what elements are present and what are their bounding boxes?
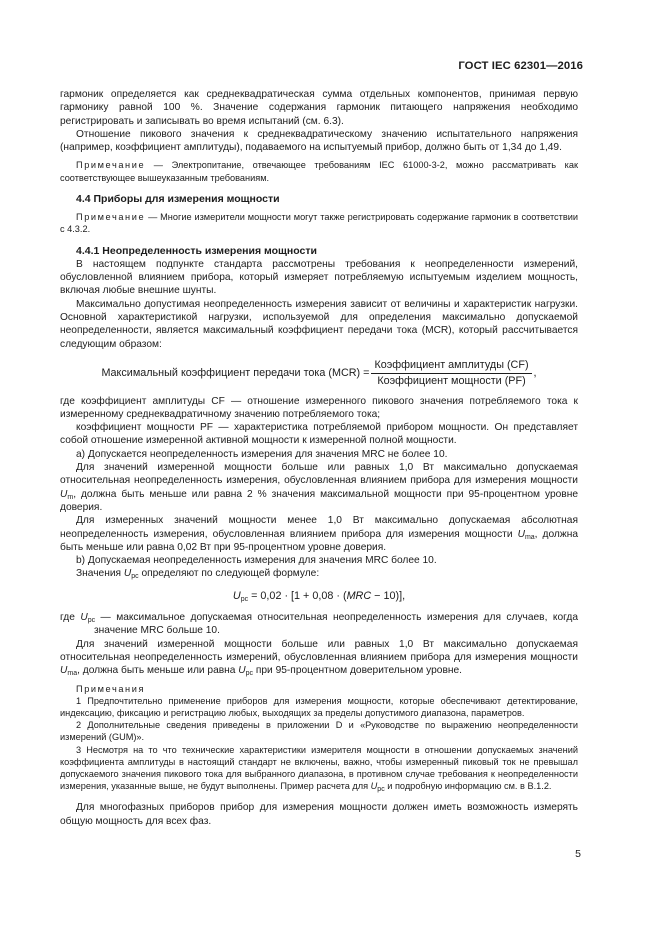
symbol-u: U (370, 781, 378, 792)
formula-mrc: MRC (346, 589, 372, 602)
symbol-u: U (60, 488, 68, 500)
text: где (60, 612, 81, 624)
note-label: Примечание (76, 160, 146, 171)
text: , должна быть меньше или равна 0,02 Вт при 95-процентном уровне доверия. (60, 528, 578, 553)
note (60, 211, 578, 235)
paragraph: где коэффициент амплитуды CF — отношение измеренного пикового значения потребляемого тока к измеренному среднеквадратичному значению потребляемого тока; (60, 395, 578, 420)
text: , должна быть меньше или равна (77, 665, 239, 677)
note-label: Примечание (76, 212, 146, 223)
formula-rhs-end: − 10)], (371, 589, 406, 602)
formula-denominator: Коэффициент мощности (PF) (377, 375, 526, 388)
text: Для значений измеренной мощности больше или равных 1,0 Вт максимально допускаемая относительная неопределенность измерения, обусловленная влиянием прибора для измерения мощности (60, 462, 578, 487)
paragraph: гармоник определяется как среднеквадратическая сумма отдельных компонентов, принимая первую гармонику равной 100 %. Значение содержания гармоник питающего напряжения необходимо регистрировать и записывать во время испытаний (см. 6.3). (60, 89, 578, 127)
mcr-formula (60, 359, 578, 389)
paragraph: Максимально допустимая неопределенность измерения зависит от величины и характеристик нагрузки. Основной характеристикой нагрузки, используемой для определения максимально допускаемой неопределенности, является максимальный коэффициент передачи тока (MCR), который рассчитывается следующим образом: (60, 298, 578, 350)
note-item: 1 Предпочтительно применение приборов для измерения мощности, которые обеспечивают детектирование, индексацию, фиксацию и регистрацию любых, выходящих за пределы допустимого диапазона, параметров. (60, 695, 578, 718)
symbol-u: U (238, 665, 246, 677)
standard-id: ГОСТ IEC 62301—2016 (458, 60, 583, 72)
page-number: 5 (575, 848, 581, 860)
note (60, 159, 578, 183)
text: Для измеренных значений мощности менее 1,0 Вт максимально допускаемая абсолютная неопределенность измерения, обусловленная влиянием прибора для измерения мощности (60, 515, 578, 540)
paragraph (60, 611, 578, 638)
paragraph: Для многофазных приборов прибор для измерения мощности должен иметь возможность измерять общую мощность для всех фаз. (60, 802, 578, 827)
text: , должна быть меньше или равна 2 % значения максимальной мощности при 95-процентном уровне доверия. (60, 488, 578, 513)
formula-fraction (371, 359, 531, 389)
text: — максимальное допускаемая относительная неопределенность измерения для случаев, когда значение MRC больше 10. (94, 612, 578, 637)
symbol-sub: ma (67, 670, 78, 678)
symbol-sub: pc (131, 573, 139, 581)
text: Для значений измеренной мощности больше или равных 1,0 Вт максимально допускаемая относительная неопределенность измерений, обусловленная влиянием прибора для измерения мощности (60, 638, 578, 663)
formula-numerator: Коэффициент амплитуды (CF) (371, 359, 531, 374)
paragraph (60, 461, 578, 514)
formula-sub: pc (240, 595, 249, 603)
formula-lhs: Максимальный коэффициент передачи тока (MCR) = (101, 367, 370, 380)
text: определяют по следующей формуле: (138, 568, 320, 580)
text: 3 Несмотря на то что технические характеристики измерителя мощности в отношении допускаемых значений коэффициента амплитуды в настоящий стандарт не включены, важно, чтобы измеренный пиковый ток не превышал допускаемого значения пикового тока для выбранного диапазона, в противном случае требования к неопределенности измерения, указанные выше, не будут выполнены. Пример расчета для (60, 744, 578, 792)
symbol-sub: pc (87, 617, 96, 625)
text: Значения (76, 568, 124, 580)
paragraph (60, 514, 578, 554)
formula-rhs: = 0,02 · [1 + 0,08 · ( (248, 589, 347, 602)
symbol-sub: pc (245, 670, 254, 678)
note-item: 2 Дополнительные сведения приведены в приложении D и «Руководстве по выражению неопределенности измерений (GUM)». (60, 720, 578, 743)
symbol-u: U (517, 528, 525, 540)
text: и подробную информацию см. в В.1.2. (384, 781, 552, 792)
formula-trail: , (533, 367, 537, 380)
list-item-b: b) Допускаемая неопределенность измерения для значения MRC более 10. (76, 555, 437, 567)
symbol-u: U (80, 612, 88, 624)
symbol-u: U (60, 665, 68, 677)
formula-u: U (232, 589, 241, 602)
note-item (60, 744, 578, 793)
symbol-sub: m (67, 493, 74, 501)
subsection-heading: 4.4.1 Неопределенность измерения мощности (76, 244, 317, 257)
section-heading: 4.4 Приборы для измерения мощности (76, 192, 280, 205)
symbol-sub: pc (377, 786, 385, 794)
paragraph: В настоящем подпункте стандарта рассмотрены требования к неопределенности измерений, обусловленной влиянием прибора, который измеряет потребляемую испытуемым изделием мощность, включая любые внешние шунты. (60, 258, 578, 297)
symbol-sub: ma (524, 533, 535, 541)
list-item-a: a) Допускается неопределенность измерения для значения MRC не более 10. (76, 448, 448, 460)
note-text: — Многие измерители мощности могут также регистрировать содержание гармоник в соответствии с 4.3.2. (60, 212, 578, 235)
page-body (60, 88, 578, 828)
upc-formula (60, 590, 578, 603)
notes-heading: Примечания (76, 683, 146, 694)
paragraph: коэффициент мощности PF — характеристика потребляемой прибором мощности. Он представляет собой отношение измеренной активной мощности к измеренной полной мощности. (60, 422, 578, 447)
paragraph: Отношение пикового значения к среднеквадратическому значению испытательного напряжения (например, коэффициент амплитуды), подаваемого на испытуемый прибор, должно быть от 1,34 до 1,49. (60, 128, 578, 154)
paragraph (60, 638, 578, 678)
paragraph (60, 567, 578, 580)
note-text: — Электропитание, отвечающее требованиям IEC 61000-3-2, можно рассматривать как соответствующее вышеуказанным требованиям. (60, 160, 578, 183)
symbol-u: U (123, 568, 132, 580)
text: при 95-процентном доверительном уровне. (253, 665, 462, 677)
